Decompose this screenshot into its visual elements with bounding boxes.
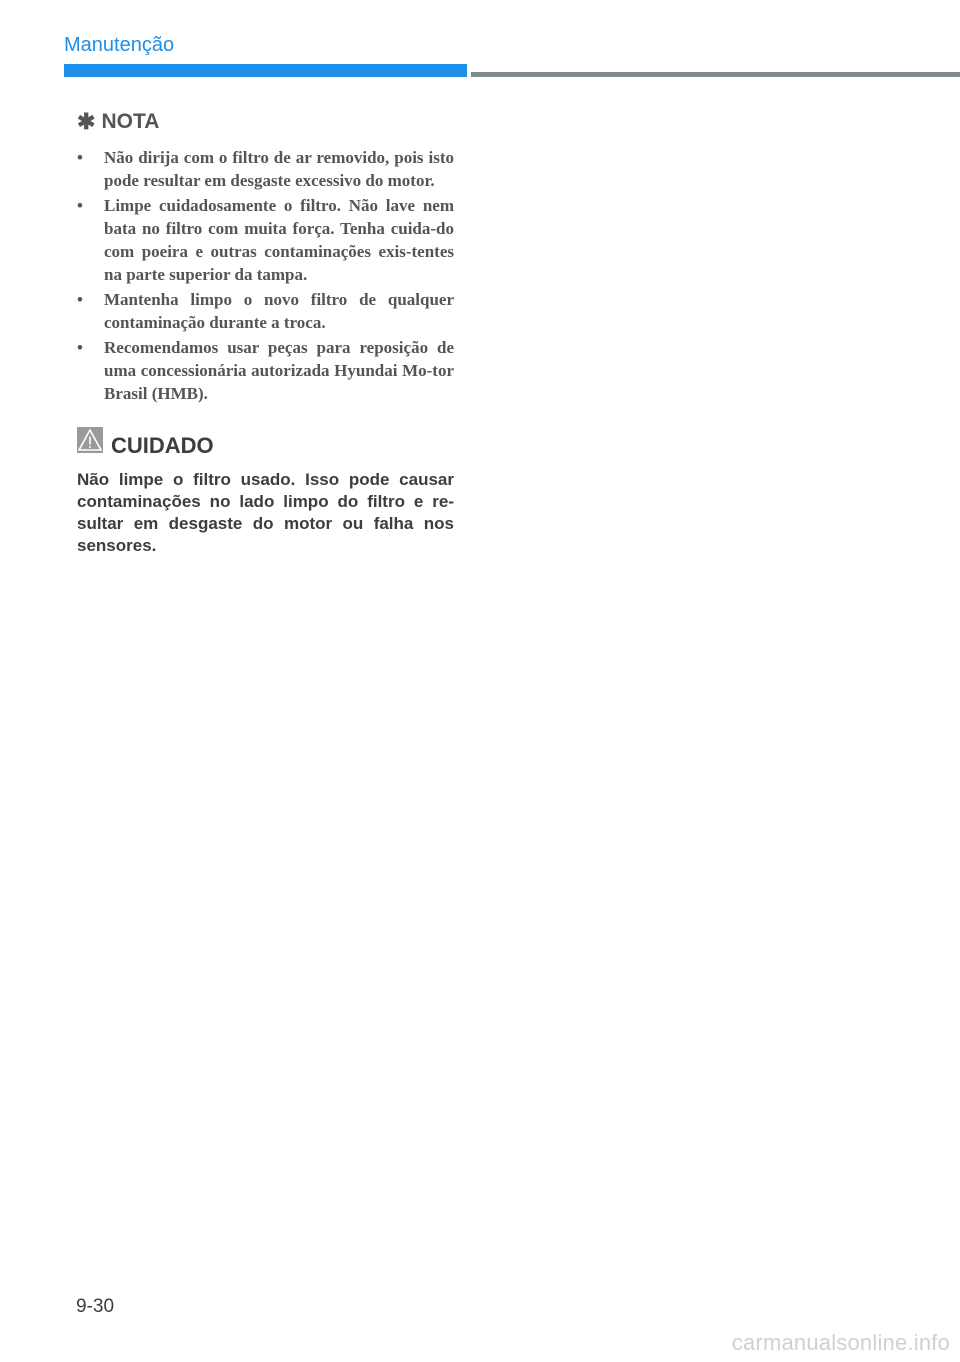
list-item <box>77 336 454 405</box>
watermark: carmanualsonline.info <box>731 1330 950 1355</box>
cuidado-text: Não limpe o filtro usado. Isso pode causar contaminações no lado limpo do filtro e re-sultar em desgaste do motor ou falha nos sensores. <box>77 470 454 555</box>
nota-title: NOTA <box>101 110 160 133</box>
bullet-icon: • <box>77 338 83 357</box>
header-bar-rule <box>471 72 960 77</box>
page-number: 9-30 <box>76 1296 115 1317</box>
bullet-icon: • <box>77 290 83 309</box>
content-column <box>77 110 454 557</box>
warning-triangle-icon <box>77 427 103 453</box>
list-item <box>77 288 454 334</box>
nota-list <box>77 146 454 405</box>
list-item <box>77 194 454 286</box>
cuidado-heading <box>77 427 454 458</box>
list-item-text: Não dirija com o filtro de ar removido, pois isto pode resultar em desgaste excessivo do motor. <box>104 148 454 190</box>
list-item-text: Limpe cuidadosamente o filtro. Não lave nem bata no filtro com muita força. Tenha cuida-do com poeira e outras contaminações exis-tentes na parte superior da tampa. <box>104 196 454 284</box>
bullet-icon: • <box>77 148 83 167</box>
header-bar-accent <box>64 64 467 77</box>
list-item-text: Recomendamos usar peças para reposição de uma concessionária autorizada Hyundai Mo-tor Brasil (HMB). <box>104 338 454 403</box>
nota-heading <box>77 110 454 134</box>
section-title: Manutenção <box>64 34 175 56</box>
list-item-text: Mantenha limpo o novo filtro de qualquer contaminação durante a troca. <box>104 290 454 332</box>
cuidado-title: CUIDADO <box>111 433 214 458</box>
bullet-icon: • <box>77 196 83 215</box>
list-item <box>77 146 454 192</box>
asterisk-icon: ✱ <box>77 109 96 134</box>
